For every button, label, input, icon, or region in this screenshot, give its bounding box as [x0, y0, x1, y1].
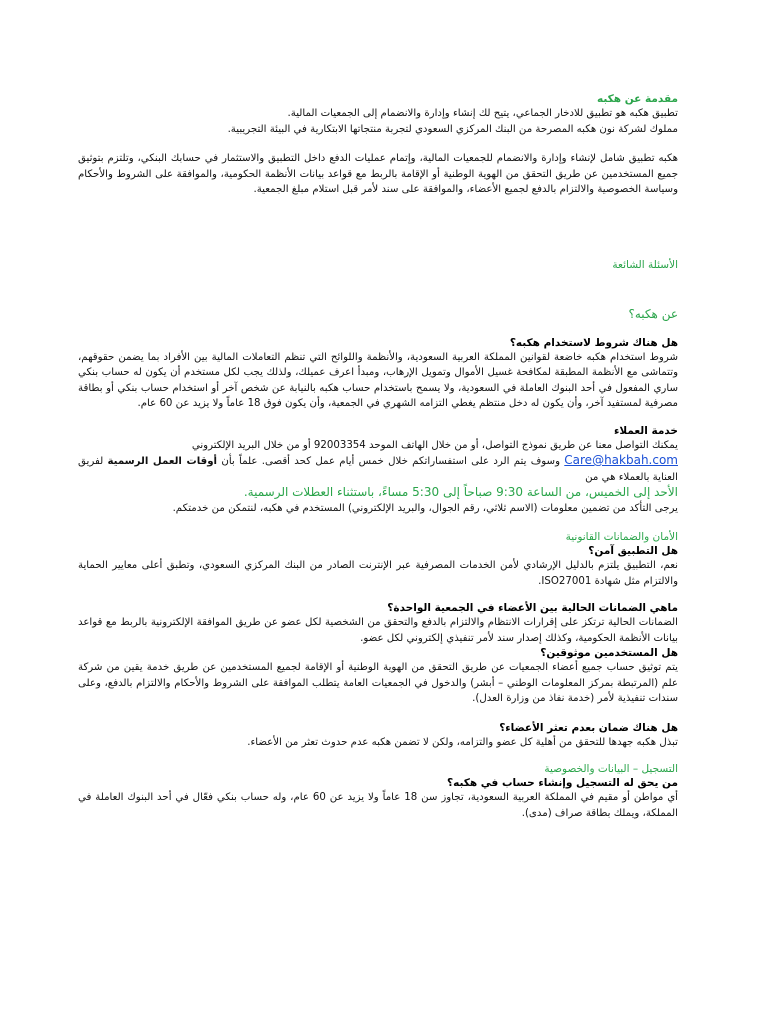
support-team-text: لفريق العناية بالعملاء هي من [78, 456, 678, 483]
security-answer-guarantees: الضمانات الحالية ترتكز على إقرارات الانتظام والالتزام بالدفع والتحقق من الشخصية لكل عضو عن طريق الموافقة الإلكترونية بالربط مع قواعد بيانات الأنظمة الحكومية، وكذلك إصدار سند لأمر تنفيذي إلكتروني لكل عضو. [78, 617, 678, 644]
security-question-trusted: هل المستخدمين موثوقين؟ [540, 647, 678, 659]
faq-question-terms: هل هناك شروط لاستخدام هكبه؟ [509, 336, 678, 349]
intro-line-1: تطبيق هكبه هو تطبيق للادخار الجماعي، يتيح لك إنشاء وإدارة والانضمام إلى الجمعيات المالية. [287, 108, 678, 119]
support-section [78, 424, 678, 517]
support-email-link[interactable]: Care@hakbah.com [564, 453, 678, 467]
support-hours-label: أوقات العمل الرسمية [107, 456, 218, 467]
security-answer-safe: نعم، التطبيق يلتزم بالدليل الإرشادي لأمن الخدمات المصرفية عبر الإنترنت الصادر من البنك المركزي السعودي، وتطبق أعلى معايير الحماية والالتزام مثل شهادة ISO27001. [78, 560, 678, 587]
intro-section [78, 92, 678, 198]
registration-title: التسجيل – البيانات والخصوصية [544, 763, 678, 775]
security-answer-trusted: يتم توثيق حساب جميع أعضاء الجمعيات عن طريق التحقق من الهوية الوطنية أو الإقامة لجميع المستخدمين عن طريق خدمة يقين من شركة علم (المرتبطة بمركز المعلومات الوطني – أبشر) والدخول في الجمعيات العامة يتطلب الموافقة على الشروط والأحكام والالتزام بالدفع، وعلى سندات تنفيذية لأمر (خدمة نفاذ من وزارة العدل). [78, 662, 678, 704]
faq-section [78, 258, 678, 412]
security-question-default: هل هناك ضمان بعدم تعثر الأعضاء؟ [499, 721, 678, 734]
support-info-note: يرجى التأكد من تضمين معلومات (الاسم ثلاثي، رقم الجوال، والبريد الإلكتروني) المستخدم في هكبه، لنتمكن من خدمتكم. [172, 502, 678, 514]
support-line-2 [78, 453, 678, 485]
faq-answer-terms: شروط استخدام هكبه خاضعة لقوانين المملكة العربية السعودية، والأنظمة واللوائح التي تنظم التعاملات المالية بين الأفراد بما يضمن حقوقهم، وتتماشى مع الأنظمة المطبقة لمكافحة غسيل الأموال وتمويل الإرهاب، ومبدأ اعرف عميلك، ولذلك يجب لكل مستخدم أن يكون له حساب بنكي ساري المفعول في أحد البنوك العاملة في السعودية، ولا يسمح باستخدام حساب هكبه بالنيابة عن شخص آخر أو استخدام حساب بنكي أو بطاقة مصرفية لمستفيد آخر، وأن يكون له دخل منتظم يغطي التزامه الشهري في الجمعية، وأن يكون فوق 18 عاماً ولا يزيد عن 60 عام. [78, 351, 678, 409]
support-line-1 [78, 438, 678, 454]
security-question-safe: هل التطبيق آمن؟ [588, 545, 678, 557]
intro-line-2: مملوك لشركة نون هكبه المصرحة من البنك المركزي السعودي لتجربة منتجاتها الابتكارية في البيئة التجريبية. [227, 123, 678, 135]
security-title: الأمان والضمانات القانونية [565, 531, 678, 543]
security-answer-default: تبذل هكبه جهدها للتحقق من أهلية كل عضو والتزامه، ولكن لا تضمن هكبه عدم حدوث تعثر من الأعضاء. [247, 736, 678, 748]
faq-about-heading: عن هكبه؟ [628, 306, 678, 321]
support-response-text: وسوف يتم الرد على استفساراتكم خلال خمس أيام عمل كحد أقصى. علماً بأن [221, 456, 560, 467]
registration-section [78, 762, 678, 821]
registration-answer-eligibility: أي مواطن أو مقيم في المملكة العربية السعودية، تجاوز سن 18 عاماً ولا يزيد عن 60 عام، وله حساب بنكي فعّال في أحد البنوك العاملة في المملكة، ويملك بطاقة صراف (مدى). [78, 792, 679, 819]
security-question-guarantees: ماهي الضمانات الحالية بين الأعضاء في الجمعية الواحدة؟ [387, 602, 678, 614]
faq-title: الأسئلة الشائعة [612, 258, 678, 271]
intro-title: مقدمة عن هكبه [597, 93, 678, 105]
security-section [78, 530, 678, 750]
support-contact-text: يمكنك التواصل معنا عن طريق نموذج التواصل، أو من خلال الهاتف الموحد 92003354 أو من خلال البريد الإلكتروني [191, 439, 678, 451]
registration-question-eligibility: من يحق له التسجيل وإنشاء حساب في هكبه؟ [447, 777, 678, 789]
support-working-hours: الأحد إلى الخميس، من الساعة 9:30 صباحاً إلى 5:30 مساءً، باستثناء العطلات الرسمية. [243, 485, 678, 499]
intro-paragraph-2: هكبه تطبيق شامل لإنشاء وإدارة والانضمام للجمعيات المالية، وإتمام عمليات الدفع داخل التطبيق والاستثمار في حسابك البنكي، وتلتزم بتوثيق جميع المستخدمين عن طريق التحقق من الهوية الوطنية أو الإقامة بالربط مع قواعد بيانات الأنظمة الحكومية، والموافقة على الشروط والأحكام وسياسة الخصوصية والالتزام بالدفع لجميع الأعضاء، والموافقة على سند لأمر قبل استلام مبلغ الجمعية. [78, 153, 678, 195]
support-title: خدمة العملاء [613, 424, 678, 437]
